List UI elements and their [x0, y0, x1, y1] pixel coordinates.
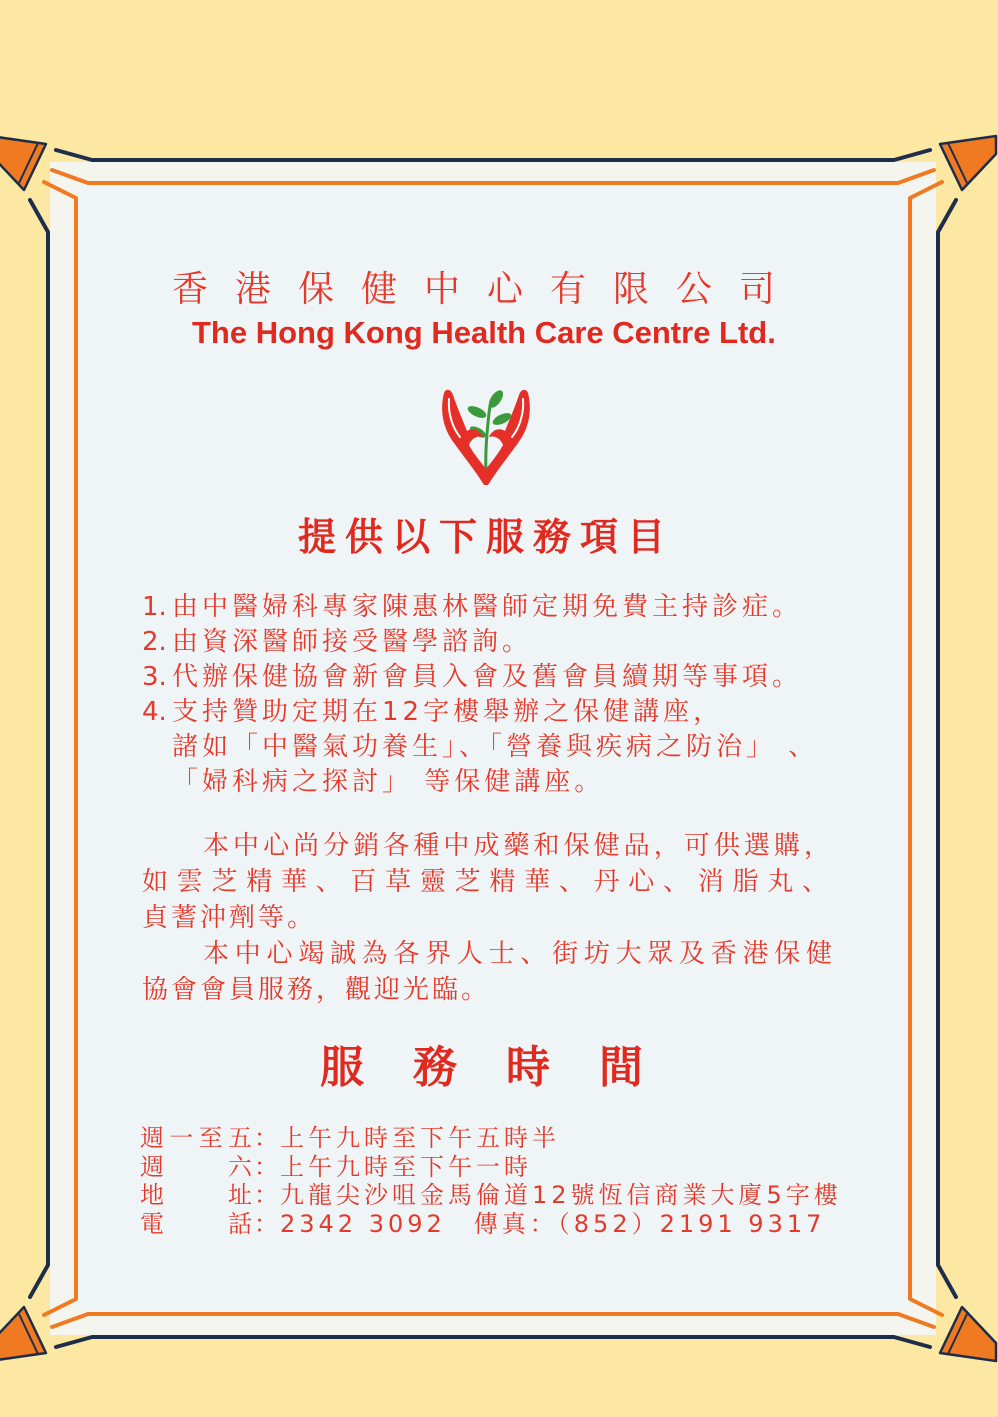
- corner-megaphone-icon: [886, 1257, 986, 1387]
- hours-separator: ：: [254, 1209, 278, 1238]
- border-orange-left: [74, 198, 78, 1299]
- paragraph-line: 貞蓍沖劑等。: [142, 903, 317, 933]
- hours-table: [140, 1124, 842, 1238]
- hours-heading: 服務時間: [320, 1042, 692, 1093]
- address-value: 九龍尖沙咀金馬倫道12號恆信商業大廈5字樓: [280, 1181, 842, 1209]
- list-item: [142, 590, 818, 625]
- border-navy-left: [46, 232, 50, 1265]
- hours-value: 上午九時至下午一時: [280, 1152, 532, 1181]
- list-item-number: 3.: [142, 662, 167, 692]
- phone-label: 電話: [140, 1209, 252, 1238]
- corner-megaphone-icon: [886, 110, 986, 240]
- address-row: [140, 1181, 842, 1210]
- paragraph-line: 本中心尚分銷各種中成藥和保健品，可供選購，: [203, 831, 830, 861]
- list-item: [142, 695, 818, 730]
- hands-holding-plant-icon: [440, 385, 532, 487]
- list-item-text: 「婦科病之探討」 等保健講座。: [172, 767, 605, 797]
- list-item-text: 諸如「中醫氣功養生」、「營養與疾病之防治」 、: [172, 732, 819, 762]
- list-item-text: 代辦保健協會新會員入會及舊會員續期等事項。: [172, 662, 803, 692]
- border-orange-right: [908, 198, 912, 1299]
- paragraph-line: 如雲芝精華、百草靈芝精華、丹心、消脂丸、: [142, 867, 828, 897]
- phone-row: [140, 1210, 842, 1239]
- list-item: [142, 660, 818, 695]
- list-item: [142, 625, 818, 660]
- paragraph-line: 本中心竭誠為各界人士、街坊大眾及香港保健: [203, 939, 832, 969]
- hours-label: 週六: [140, 1152, 252, 1181]
- hours-separator: ：: [254, 1152, 278, 1181]
- border-orange-top: [88, 181, 898, 185]
- list-item-text: 由資深醫師接受醫學諮詢。: [172, 627, 533, 657]
- border-navy-right: [936, 232, 940, 1265]
- company-name-chinese: 香港保健中心有限公司: [172, 269, 803, 310]
- hours-separator: ：: [254, 1124, 278, 1152]
- phone-value: 2342 3092 傳真：（852）2191 9317: [280, 1209, 826, 1238]
- hours-row-saturday: [140, 1153, 842, 1182]
- hours-value: 上午九時至下午五時半: [280, 1124, 560, 1152]
- paragraph-line: 協會會員服務，觀迎光臨。: [142, 975, 491, 1005]
- hours-row-weekdays: [140, 1124, 842, 1153]
- corner-megaphone-icon: [0, 1257, 100, 1387]
- list-item-text: 支持贊助定期在12字樓舉辦之保健講座，: [172, 697, 724, 727]
- list-item-number: 1.: [142, 592, 167, 622]
- corner-megaphone-icon: [0, 110, 100, 240]
- hours-separator: ：: [254, 1181, 278, 1209]
- left-hand-icon: [442, 390, 486, 485]
- border-orange-bottom: [88, 1312, 898, 1316]
- company-name-english: The Hong Kong Health Care Centre Ltd.: [192, 315, 776, 350]
- services-heading: 提供以下服務項目: [298, 515, 675, 559]
- list-item-number: 2.: [142, 627, 167, 657]
- border-navy-top: [92, 158, 894, 162]
- list-item-continuation: [142, 765, 818, 800]
- intro-paragraphs: [142, 828, 832, 1008]
- hours-label: 週一至五: [140, 1124, 252, 1152]
- list-item-continuation: [142, 730, 818, 765]
- list-item-text: 由中醫婦科專家陳惠林醫師定期免費主持診症。: [172, 592, 803, 622]
- address-label: 地址: [140, 1181, 252, 1209]
- list-item-number: 4.: [142, 697, 167, 727]
- services-list: [142, 590, 818, 800]
- border-navy-bottom: [92, 1335, 894, 1339]
